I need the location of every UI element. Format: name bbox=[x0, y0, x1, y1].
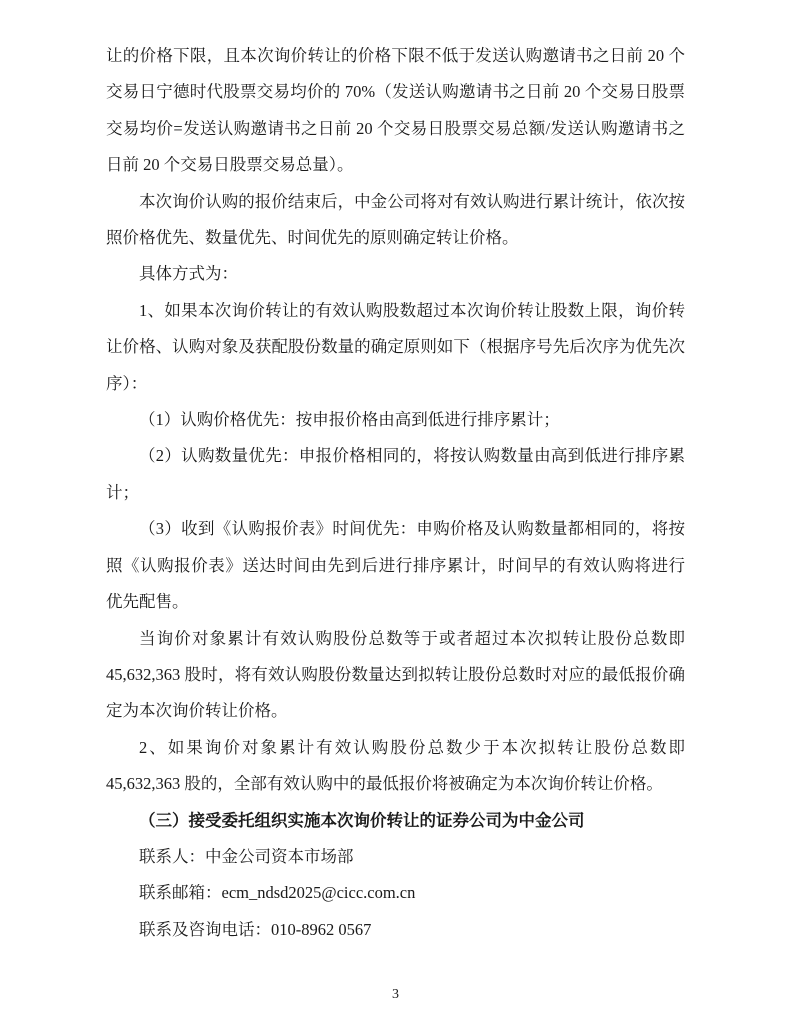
para-price-floor-continued bbox=[106, 38, 685, 184]
item-quantity-priority bbox=[106, 438, 685, 511]
text-line: 序）： bbox=[106, 373, 148, 393]
para-rule-2-undersubscription bbox=[106, 730, 685, 803]
text-line: 照《认购报价表》送达时间由先到后进行排序累计，时间早的有效认购将进行 bbox=[106, 555, 685, 575]
item-price-priority bbox=[106, 402, 685, 438]
text-line: 当询价对象累计有效认购股份总数等于或者超过本次拟转让股份总数即 bbox=[139, 628, 685, 648]
item-time-priority bbox=[106, 511, 685, 620]
text-line: 交易日宁德时代股票交易均价的 70%（发送认购邀请书之日前 20 个交易日股票 bbox=[106, 82, 685, 102]
text-line: 优先配售。 bbox=[106, 592, 189, 612]
text-line: 1、如果本次询价转让的有效认购股数超过本次询价转让股数上限，询价转 bbox=[139, 300, 685, 320]
text-line: 联系人：中金公司资本市场部 bbox=[139, 846, 354, 866]
text-line: 2、如果询价对象累计有效认购股份总数少于本次拟转让股份总数即 bbox=[139, 737, 685, 757]
text-line: （3）收到《认购报价表》时间优先：申购价格及认购数量都相同的，将按 bbox=[139, 519, 685, 539]
contact-person-line bbox=[106, 839, 685, 875]
text-line: 45,632,363 股时，将有效认购股份数量达到拟转让股份总数时对应的最低报价确 bbox=[106, 664, 685, 684]
text-line: 计； bbox=[106, 482, 139, 502]
para-method-intro bbox=[106, 256, 685, 292]
para-rule-1-oversubscription bbox=[106, 293, 685, 402]
page-number: 3 bbox=[392, 987, 399, 1002]
contact-email-line bbox=[106, 875, 685, 911]
document-page bbox=[106, 38, 685, 948]
text-line: 45,632,363 股的，全部有效认购中的最低报价将被确定为本次询价转让价格。 bbox=[106, 774, 663, 794]
contact-phone-line bbox=[106, 912, 685, 948]
text-line: 让的价格下限，且本次询价转让的价格下限不低于发送认购邀请书之日前 20 个 bbox=[106, 46, 685, 65]
section-heading-3-broker bbox=[106, 803, 685, 839]
text-line: 具体方式为： bbox=[139, 264, 238, 284]
text-line: 定为本次询价转让价格。 bbox=[106, 701, 288, 721]
text-line: 让价格、认购对象及获配股份数量的确定原则如下（根据序号先后次序为优先次 bbox=[106, 337, 685, 357]
para-price-determination-full bbox=[106, 621, 685, 730]
text-line: 日前 20 个交易日股票交易总量）。 bbox=[106, 155, 354, 175]
text-line: （1）认购价格优先：按申报价格由高到低进行排序累计； bbox=[139, 410, 560, 430]
text-line: （2）认购数量优先：申报价格相同的，将按认购数量由高到低进行排序累 bbox=[139, 446, 685, 466]
text-line: 照价格优先、数量优先、时间优先的原则确定转让价格。 bbox=[106, 228, 519, 248]
text-line: 交易均价=发送认购邀请书之日前 20 个交易日股票交易总额/发送认购邀请书之 bbox=[106, 118, 685, 138]
text-line: 联系邮箱：ecm_ndsd2025@cicc.com.cn bbox=[139, 883, 416, 903]
text-line: 联系及咨询电话：010-8962 0567 bbox=[139, 919, 372, 939]
text-line: （三）接受委托组织实施本次询价转让的证券公司为中金公司 bbox=[139, 810, 585, 830]
para-cumulative-statistics bbox=[106, 184, 685, 257]
text-line: 本次询价认购的报价结束后，中金公司将对有效认购进行累计统计，依次按 bbox=[139, 191, 685, 211]
